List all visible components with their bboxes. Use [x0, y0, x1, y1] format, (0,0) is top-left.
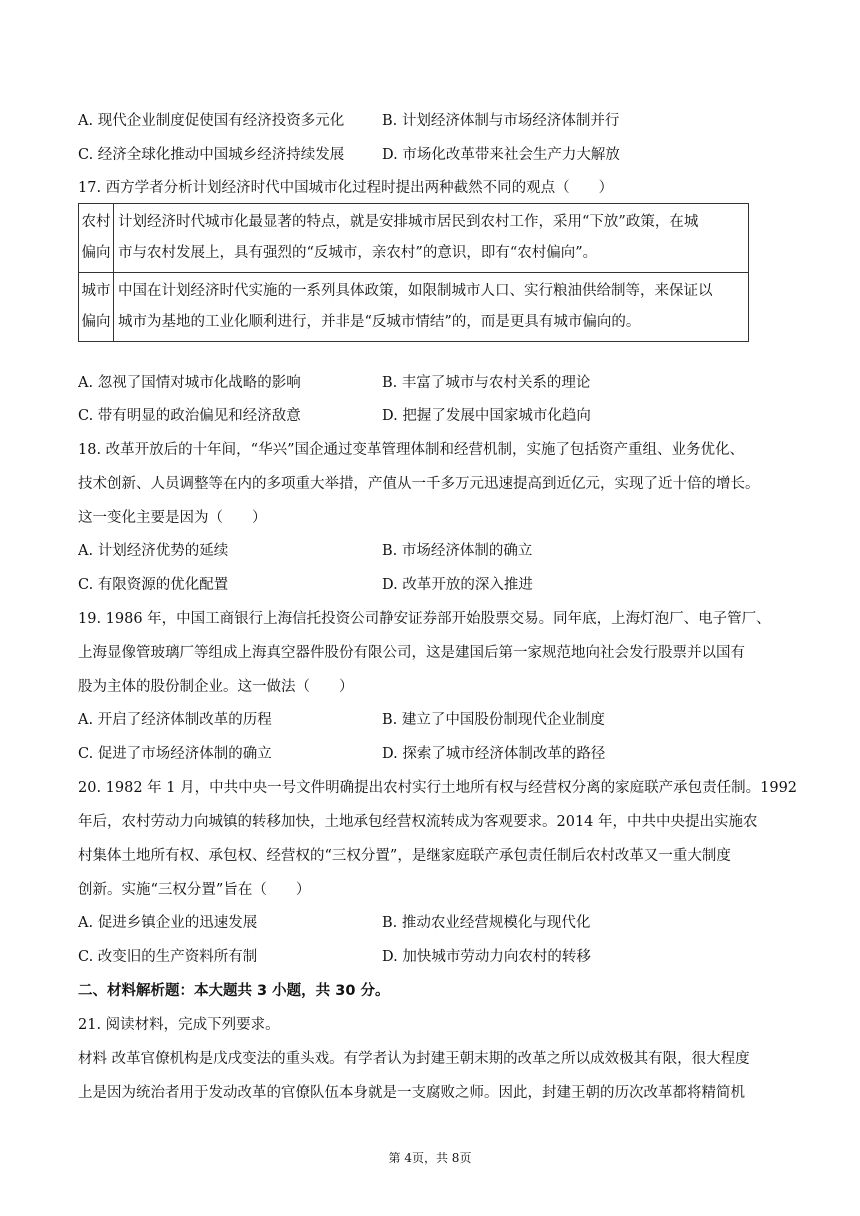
rural-bias-header [79, 204, 114, 273]
q19-option-c[interactable]: C. 促进了市场经济体制的确立 [78, 746, 272, 762]
urban-bias-text-line1: 中国在计划经济时代实施的一系列具体政策，如限制城市人口、实行粮油供给制等，来保证以 [118, 283, 713, 299]
q17-option-a[interactable]: A. 忽视了国情对城市化战略的影响 [78, 375, 301, 391]
rural-bias-text-line2: 市与农村发展上，具有强烈的“反城市，亲农村”的意识，即有“农村偏向”。 [118, 245, 598, 261]
q17-options-row-2 [78, 406, 788, 426]
q20-option-a[interactable]: A. 促进乡镇企业的迅速发展 [78, 915, 258, 931]
q19-options-row-2 [78, 744, 788, 764]
q19-stem-line-3: 股为主体的股份制企业。这一做法（ ） [78, 679, 354, 695]
rural-bias-text-line1: 计划经济时代城市化最显著的特点，就是安排城市居民到农村工作，采用“下放”政策，在城 [118, 214, 699, 230]
q17-option-c[interactable]: C. 带有明显的政治偏见和经济敌意 [78, 408, 301, 424]
urban-bias-header [79, 273, 114, 342]
q17-option-b[interactable]: B. 丰富了城市与农村关系的理论 [382, 375, 591, 391]
q20-option-b[interactable]: B. 推动农业经营规模化与现代化 [382, 915, 591, 931]
q18-stem-line-3: 这一变化主要是因为（ ） [78, 510, 267, 526]
rural-bias-text [114, 204, 749, 273]
urban-bias-header-line2: 偏向 [81, 314, 111, 330]
table-row [79, 204, 749, 273]
urban-bias-header-line1: 城市 [81, 283, 111, 299]
q18-stem-line-2: 技术创新、人员调整等在内的多项重大举措，产值从一千多万元迅速提高到近亿元，实现了近十倍的增长。 [78, 476, 760, 492]
q17-options-row-1 [78, 373, 788, 393]
urban-bias-text [114, 273, 749, 342]
q20-stem-line-2: 年后，农村劳动力向城镇的转移加快，土地承包经营权流转成为客观要求。2014 年，中共中央提出实施农 [78, 814, 758, 830]
q18-options-row-1 [78, 541, 788, 561]
q17-option-d[interactable]: D. 把握了发展中国家城市化趋向 [382, 408, 591, 424]
q19-stem-line-2: 上海显像管玻璃厂等组成上海真空器件股份有限公司，这是建国后第一家规范地向社会发行股票并以国有 [78, 645, 745, 661]
q16-option-c[interactable]: C. 经济全球化推动中国城乡经济持续发展 [78, 147, 345, 163]
q20-options-row-1 [78, 913, 788, 933]
q18-option-c[interactable]: C. 有限资源的优化配置 [78, 577, 229, 593]
q21-stem: 21. 阅读材料，完成下列要求。 [78, 1017, 280, 1033]
q20-options-row-2 [78, 947, 788, 967]
table-row [79, 273, 749, 342]
q21-material-line-2: 上是因为统治者用于发动改革的官僚队伍本身就是一支腐败之师。因此，封建王朝的历次改革都将精简机 [78, 1085, 745, 1101]
q19-stem-line-1: 19. 1986 年，中国工商银行上海信托投资公司静安证券部开始股票交易。同年底，上海灯泡厂、电子管厂、 [78, 611, 771, 627]
section-heading: 二、材料解析题：本大题共 3 小题，共 30 分。 [78, 983, 390, 999]
q16-option-a[interactable]: A. 现代企业制度促使国有经济投资多元化 [78, 113, 345, 129]
q16-options-row-1 [78, 111, 788, 131]
q18-stem-line-1: 18. 改革开放后的十年间，“华兴”国企通过变革管理体制和经营机制，实施了包括资产重组、业务优化、 [78, 442, 744, 458]
q16-options-row-2 [78, 145, 788, 165]
q18-option-b[interactable]: B. 市场经济体制的确立 [382, 543, 533, 559]
q20-stem-line-3: 村集体土地所有权、承包权、经营权的“三权分置”，是继家庭联产承包责任制后农村改革又一重大制度 [78, 848, 731, 864]
q21-material-line-1: 材料 改革官僚机构是戊戌变法的重头戏。有学者认为封建王朝末期的改革之所以成效极其有限，很大程度 [78, 1051, 750, 1067]
q19-option-a[interactable]: A. 开启了经济体制改革的历程 [78, 712, 272, 728]
q19-option-d[interactable]: D. 探索了城市经济体制改革的路径 [382, 746, 606, 762]
urban-bias-text-line2: 城市为基地的工业化顺利进行，并非是“反城市情结”的，而是更具有城市偏向的。 [118, 314, 641, 330]
q16-option-d[interactable]: D. 市场化改革带来社会生产力大解放 [382, 147, 620, 163]
q18-options-row-2 [78, 575, 788, 595]
rural-bias-header-line2: 偏向 [81, 245, 111, 261]
q20-stem-line-4: 创新。实施“三权分置”旨在（ ） [78, 882, 311, 898]
q17-viewpoint-table [78, 203, 749, 342]
q18-option-a[interactable]: A. 计划经济优势的延续 [78, 543, 229, 559]
rural-bias-header-line1: 农村 [81, 214, 111, 230]
q20-option-c[interactable]: C. 改变旧的生产资料所有制 [78, 949, 258, 965]
q18-option-d[interactable]: D. 改革开放的深入推进 [382, 577, 533, 593]
q17-stem: 17. 西方学者分析计划经济时代中国城市化过程时提出两种截然不同的观点（ ） [78, 180, 614, 196]
q19-option-b[interactable]: B. 建立了中国股份制现代企业制度 [382, 712, 605, 728]
q19-options-row-1 [78, 710, 788, 730]
q20-option-d[interactable]: D. 加快城市劳动力向农村的转移 [382, 949, 591, 965]
q20-stem-line-1: 20. 1982 年 1 月，中共中央一号文件明确提出农村实行土地所有权与经营权分离的家庭联产承包责任制。1992 [78, 780, 798, 796]
q16-option-b[interactable]: B. 计划经济体制与市场经济体制并行 [382, 113, 620, 129]
page-footer: 第 4页，共 8页 [388, 1151, 472, 1165]
